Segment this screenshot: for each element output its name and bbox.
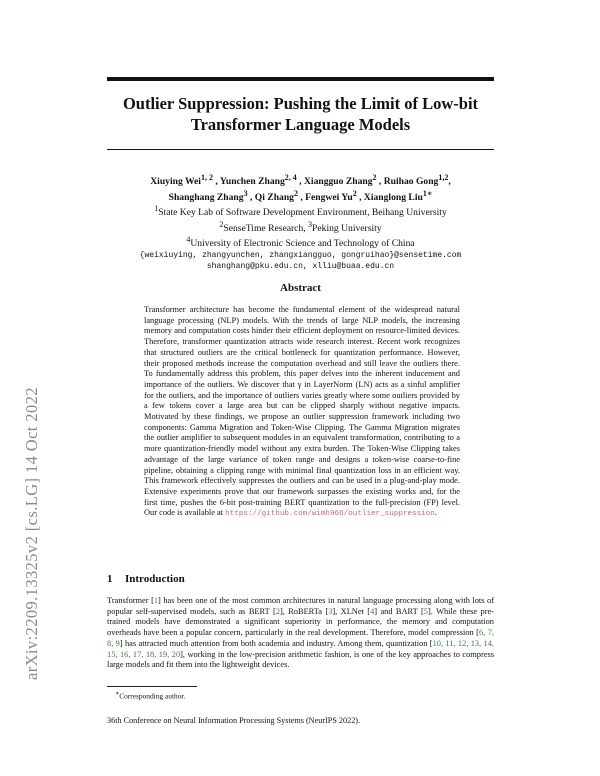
author-block — [107, 172, 494, 272]
citation-link[interactable]: 10, 11, 12, 13, 14, 15, 16, 17, 18, 19, 20 — [107, 638, 494, 659]
author-name: Xiuying Wei — [150, 176, 201, 188]
author-name: Qi Zhang — [254, 191, 294, 203]
author-names-line-2: Shanghang Zhang$^3$ , Qi Zhang$^2$ , Fengwei Yu$^2$ , Xianglong Liu$^{1∗}$ — [168, 188, 433, 203]
author-name: Yunchen Zhang — [219, 176, 285, 188]
affiliation-line: $^2$SenseTime Research, $^3$Peking University — [219, 219, 382, 234]
author-name: Shanghang Zhang — [168, 191, 244, 203]
author-name: Xianglong Liu — [363, 191, 423, 203]
paper-title: Outlier Suppression: Pushing the Limit of Low-bit Transformer Language Models — [122, 94, 479, 134]
author-emails: shanghang@pku.edu.cn, xlliu@buaa.edu.cn — [206, 261, 395, 271]
title-top-rule — [107, 77, 494, 81]
introduction-paragraph: Transformer [1] has been one of the most common architectures in natural language processing along with lots of popular self-supervised models, such as BERT [2], RoBERTa [3], XLNet [4] and BART [5]. While these pre-trained models have demonstrated a significant superiority in performance, the memory and computation overheads have been a popular concern, particularly in the real development. Therefore, model compression [6, 7, 8, 9] has attracted much attention from both academia and industry. Among them, quantization [10, 11, 12, 13, 14, 15, 16, 17, 18, 19, 20], working in the low-precision arithmetic fashion, is one of the key approaches to compress large models and fit them into the lightweight devices. — [107, 596, 495, 670]
citation-link[interactable]: 2 — [275, 606, 280, 616]
author-name: Xiangguo Zhang — [303, 176, 373, 188]
citation-link[interactable]: 5 — [423, 606, 428, 616]
citation-link[interactable]: 4 — [370, 606, 375, 616]
author-names-line-1: Xiuying Wei$^{1, 2}$ , Yunchen Zhang$^{2, 4}$ , Xiangguo Zhang$^2$ , Ruihao Gong$^{1,2}$, — [150, 173, 451, 188]
footnote: ∗Corresponding author. — [115, 691, 186, 701]
author-name: Ruihao Gong — [383, 176, 439, 188]
abstract-heading: Abstract — [280, 282, 321, 294]
author-name: Fengwei Yu — [305, 191, 353, 203]
affiliation-line: $^4$University of Electronic Science and Technology of China — [186, 235, 415, 250]
affiliation-line: $^1$State Key Lab of Software Development Environment, Beihang University — [154, 204, 447, 219]
abstract-body: Transformer architecture has become the fundamental element of the widespread natural language processing (NLP) models. With the trends of large NLP models, the increasing memory and computation costs hinder their efficient deployment on resource-limited devices. Therefore, transformer quantization attracts wide research interest. Recent work recognizes that structured outliers are the critical bottleneck for quantization performance. However, their proposed methods increase the computation overhead and still leave the outliers there. To fundamentally address this problem, this paper delves into the inherent inducement and importance of the outliers. We discover that γ in LayerNorm (LN) acts as a sinful amplifier for the outliers, and the importance of outliers varies greatly where some outliers provided by a few tokens cover a large area but can be clipped sharply without negative impacts. Motivated by these findings, we propose an outlier suppression framework including two components: Gamma Migration and Token-Wise Clipping. The Gamma Migration migrates the outlier amplifier to subsequent modules in an equivalent transformation, contributing to a more quantization-friendly model without any extra burden. The Token-Wise Clipping takes advantage of the large variance of token range and designs a token-wise coarse-to-fine pipeline, obtaining a clipping range with minimal final quantization loss in an efficient way. This framework effectively suppresses the outliers and can be used in a plug-and-play mode. Extensive experiments prove that our framework surpasses the existing works and, for the first time, pushes the 6-bit post-training BERT quantization to the full-precision (FP) level. Our code is available at https://github.com/wimh966/outlier_suppression. — [144, 305, 460, 519]
code-repository-link[interactable]: https://github.com/wimh966/outlier_suppression — [225, 510, 435, 519]
citation-link[interactable]: 6, 7, 8, 9 — [107, 628, 494, 648]
arxiv-identifier: arXiv:2209.13325v2 [cs.LG] 14 Oct 2022 — [22, 387, 41, 680]
venue-footer: 36th Conference on Neural Information Processing Systems (NeurIPS 2022). — [107, 716, 361, 725]
citation-link[interactable]: 1 — [153, 596, 159, 605]
title-bottom-rule — [107, 149, 494, 150]
citation-link[interactable]: 3 — [328, 606, 333, 616]
footnote-rule — [107, 686, 197, 687]
section-heading-introduction: 1 Introduction — [107, 573, 185, 585]
author-emails: {weixiuying, zhangyunchen, zhangxiangguo, gongruihao}@sensetime.com — [139, 250, 462, 260]
